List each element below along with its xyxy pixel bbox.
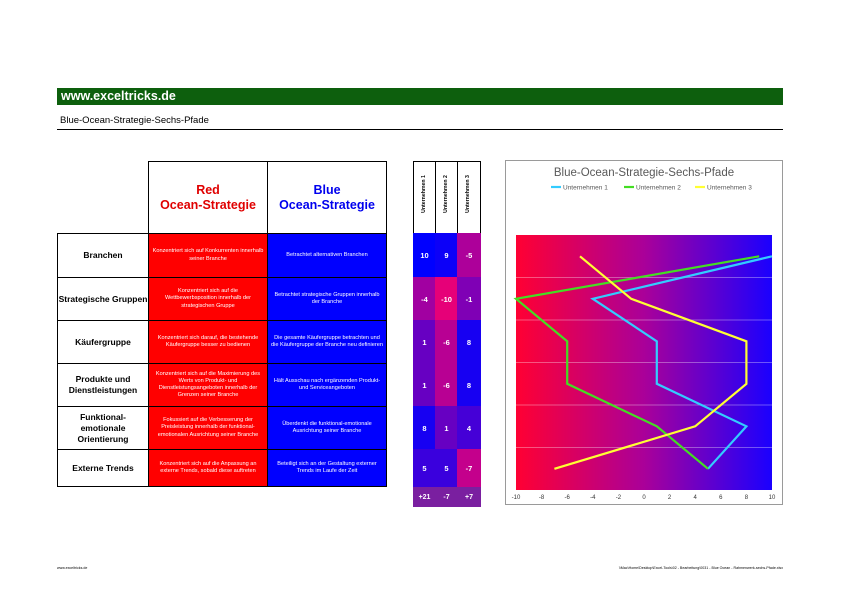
red-ocean-header bbox=[148, 161, 268, 234]
red-strategy-cell: Konzentriert sich auf Konkurrenten innerhalb seiner Branche bbox=[148, 233, 268, 278]
company-score-cell: 1 bbox=[413, 320, 436, 364]
company-score-cell: -4 bbox=[413, 277, 436, 321]
chart-title: Blue-Ocean-Strategie-Sechs-Pfade bbox=[553, 167, 735, 179]
red-strategy-cell: Fokussiert auf die Verbesserung der Preisleistung innerhalb der funktional-emotionalen Ausrichtung seiner Branche bbox=[148, 406, 268, 450]
company-score-cell: 5 bbox=[413, 449, 436, 487]
company-score-cell: 4 bbox=[457, 406, 481, 450]
row-label: Strategische Gruppen bbox=[57, 277, 149, 321]
red-strategy-cell: Konzentriert sich auf die Wettbewerbsposition innerhalb der strategischen Gruppe bbox=[148, 277, 268, 321]
x-tick-label: -2 bbox=[615, 495, 622, 501]
company-score-cell: 8 bbox=[457, 320, 481, 364]
x-tick-label: -8 bbox=[538, 495, 545, 501]
company-score-cell: -5 bbox=[457, 233, 481, 278]
row-label: Produkte und Dienstleistungen bbox=[57, 363, 149, 407]
company-score-cell: -1 bbox=[457, 277, 481, 321]
footer-left: www.exceltricks.de bbox=[57, 566, 88, 570]
blue-strategy-cell: Betrachtet strategische Gruppen innerhalb der Branche bbox=[267, 277, 387, 321]
company-score-cell: 5 bbox=[435, 449, 458, 487]
site-banner bbox=[57, 88, 783, 105]
blue-strategy-cell: Beteiligt sich an der Gestaltung externer Trends im Laufe der Zeit bbox=[267, 449, 387, 487]
company-total-cell: +21 bbox=[413, 487, 436, 507]
company-score-cell: 9 bbox=[435, 233, 458, 278]
page-title: Blue-Ocean-Strategie-Sechs-Pfade bbox=[60, 115, 209, 126]
red-strategy-cell: Konzentriert sich darauf, die bestehende Käufergruppe besser zu bedienen bbox=[148, 320, 268, 364]
x-tick-label: -6 bbox=[564, 495, 570, 501]
chart-legend bbox=[551, 185, 752, 192]
row-label: Externe Trends bbox=[57, 449, 149, 487]
red-header-line2: Ocean-Strategie bbox=[160, 197, 256, 212]
company-header: Unternehmen 2 bbox=[443, 175, 449, 213]
legend-label: Unternehmen 1 bbox=[563, 184, 608, 192]
x-tick-label: 2 bbox=[667, 495, 672, 501]
red-header-line1: Red bbox=[196, 182, 220, 197]
x-axis-ticks bbox=[512, 495, 776, 501]
x-tick-label: 0 bbox=[642, 495, 646, 501]
legend-label: Unternehmen 3 bbox=[707, 184, 752, 192]
x-tick-label: 4 bbox=[693, 495, 697, 501]
blue-ocean-header bbox=[267, 161, 387, 234]
company-score-cell: 8 bbox=[457, 363, 481, 407]
row-label: Branchen bbox=[57, 233, 149, 278]
company-score-cell: 8 bbox=[413, 406, 436, 450]
blue-strategy-cell: Hält Ausschau nach ergänzenden Produkt- und Serviceangeboten bbox=[267, 363, 387, 407]
blue-header-line2: Ocean-Strategie bbox=[279, 197, 375, 212]
company-score-cell: 1 bbox=[413, 363, 436, 407]
x-tick-label: 8 bbox=[744, 495, 749, 501]
company-score-cell: -7 bbox=[457, 449, 481, 487]
company-score-cell: -6 bbox=[435, 363, 458, 407]
company-header: Unternehmen 1 bbox=[421, 175, 427, 213]
company-score-cell: 1 bbox=[435, 406, 458, 450]
blue-strategy-cell: Betrachtet alternativen Branchen bbox=[267, 233, 387, 278]
blue-strategy-cell: Überdenkt die funktional-emotionale Ausrichtung seiner Branche bbox=[267, 406, 387, 450]
x-tick-label: 6 bbox=[719, 495, 723, 501]
site-name: www.exceltricks.de bbox=[61, 89, 176, 103]
red-strategy-cell: Konzentriert sich auf die Maximierung des Werts von Produkt- und Dienstleistungsangeboten innerhalb der Grenzen seiner Branche bbox=[148, 363, 268, 407]
title-divider bbox=[57, 129, 783, 130]
row-label: Funktional-emotionale Orientierung bbox=[57, 406, 149, 450]
x-tick-label: 10 bbox=[768, 495, 776, 501]
blue-header-line1: Blue bbox=[313, 182, 341, 197]
x-tick-label: -10 bbox=[511, 495, 521, 501]
x-tick-label: -4 bbox=[590, 495, 596, 501]
row-label: Käufergruppe bbox=[57, 320, 149, 364]
six-paths-line-chart bbox=[505, 160, 783, 505]
blue-strategy-cell: Die gesamte Käufergruppe betrachten und die Käufergruppe der Branche neu definieren bbox=[267, 320, 387, 364]
company-total-cell: +7 bbox=[457, 487, 481, 507]
red-strategy-cell: Konzentriert sich auf die Anpassung an externe Trends, sobald diese auftreten bbox=[148, 449, 268, 487]
footer-path: \\Mac\Home\Desktop\Excel-Tools\02 - Bearbeitung\0031 - Blue Ocean - Rahmenwerk-sechs-Pfade.xlsx bbox=[618, 566, 783, 570]
company-total-cell: -7 bbox=[435, 487, 458, 507]
company-header: Unternehmen 3 bbox=[465, 175, 471, 213]
company-score-cell: -10 bbox=[435, 277, 458, 321]
company-score-cell: 10 bbox=[413, 233, 436, 278]
company-score-cell: -6 bbox=[435, 320, 458, 364]
legend-label: Unternehmen 2 bbox=[636, 184, 681, 192]
